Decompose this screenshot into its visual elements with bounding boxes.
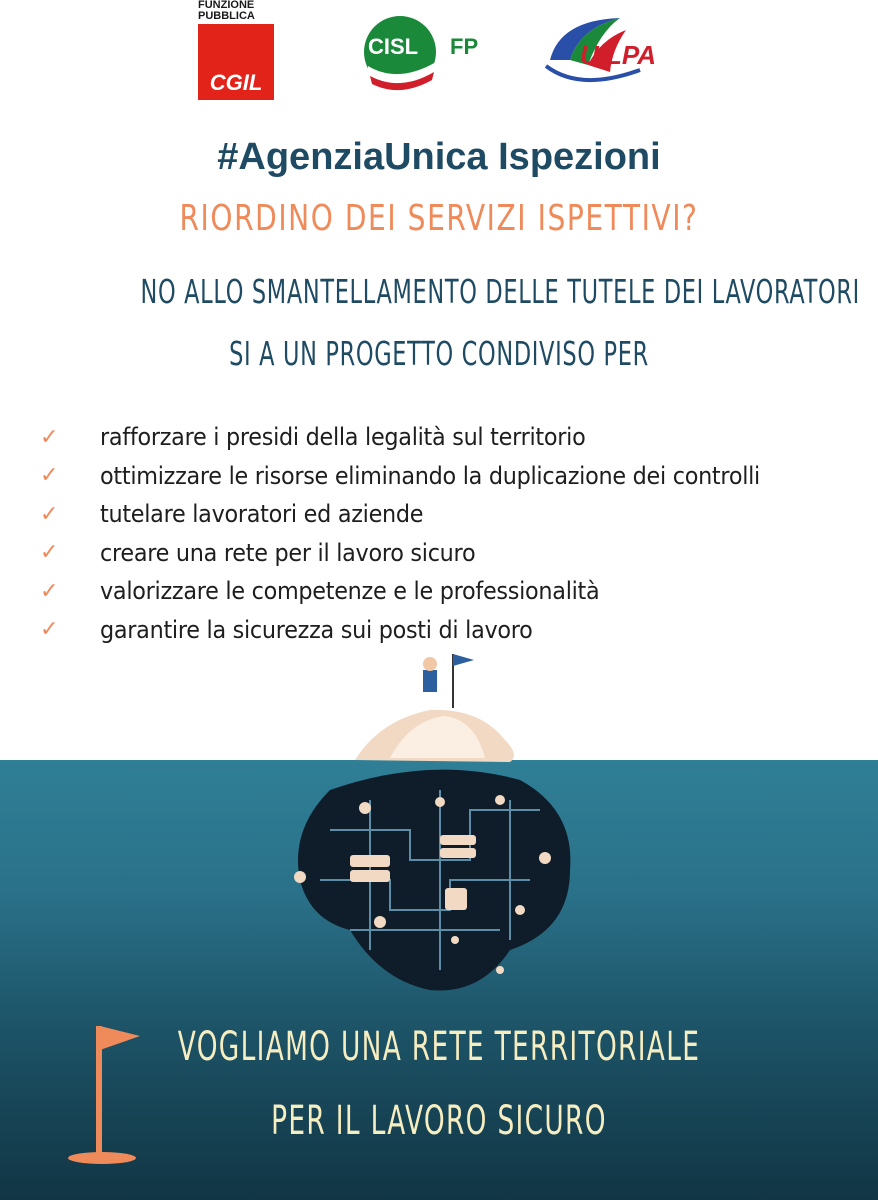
checkmark-icon: ✓ (40, 540, 59, 566)
checklist-item (40, 457, 870, 496)
checklist-text: tutelare lavoratori ed aziende (100, 500, 424, 529)
cgil-name: CGIL (209, 70, 263, 95)
cisl-name: CISL (368, 34, 419, 59)
checkmark-icon: ✓ (40, 501, 59, 527)
checklist-item (40, 418, 870, 457)
subtitle: RIORDINO DEI SERVIZI ISPETTIVI? (179, 198, 699, 239)
checklist-text: creare una rete per il lavoro sicuro (100, 538, 476, 567)
campaign-hashtag: #AgenziaUnica Ispezioni (217, 136, 661, 178)
cisl-suffix: FP (450, 34, 479, 59)
footer-line-2: PER IL LAVORO SICURO (271, 1098, 607, 1144)
footer-line-1: VOGLIAMO UNA RETE TERRITORIALE (177, 1024, 701, 1070)
checkmark-icon: ✓ (40, 578, 59, 604)
golf-flag-icon (66, 1020, 156, 1170)
checklist-item (40, 572, 870, 611)
checkmark-icon: ✓ (40, 424, 59, 450)
iceberg-illustration (270, 650, 600, 1010)
checklist-item (40, 611, 870, 650)
checkmark-icon: ✓ (40, 617, 59, 643)
checklist-item (40, 534, 870, 573)
checklist-text: rafforzare i presidi della legalità sul territorio (100, 423, 586, 452)
checklist-text: ottimizzare le risorse eliminando la duplicazione dei controlli (100, 461, 760, 490)
headline-2: SI A UN PROGETTO CONDIVISO PER (229, 334, 649, 373)
checklist-text: garantire la sicurezza sui posti di lavoro (100, 615, 533, 644)
headline-1: NO ALLO SMANTELLAMENTO DELLE TUTELE DEI LAVORATORI (140, 272, 860, 311)
cisl-logo (358, 14, 508, 94)
checkmark-icon: ✓ (40, 463, 59, 489)
cgil-red-box (198, 24, 274, 100)
checklist-text: valorizzare le competenze e le professionalità (100, 577, 600, 606)
uilpa-logo (540, 10, 680, 90)
checklist (40, 418, 870, 649)
cgil-logo (198, 0, 274, 100)
checklist-item (40, 495, 870, 534)
cgil-top-label: FUNZIONE PUBBLICA (198, 0, 255, 22)
logo-bar (0, 0, 878, 110)
uilpa-name: UILPA (580, 40, 657, 70)
